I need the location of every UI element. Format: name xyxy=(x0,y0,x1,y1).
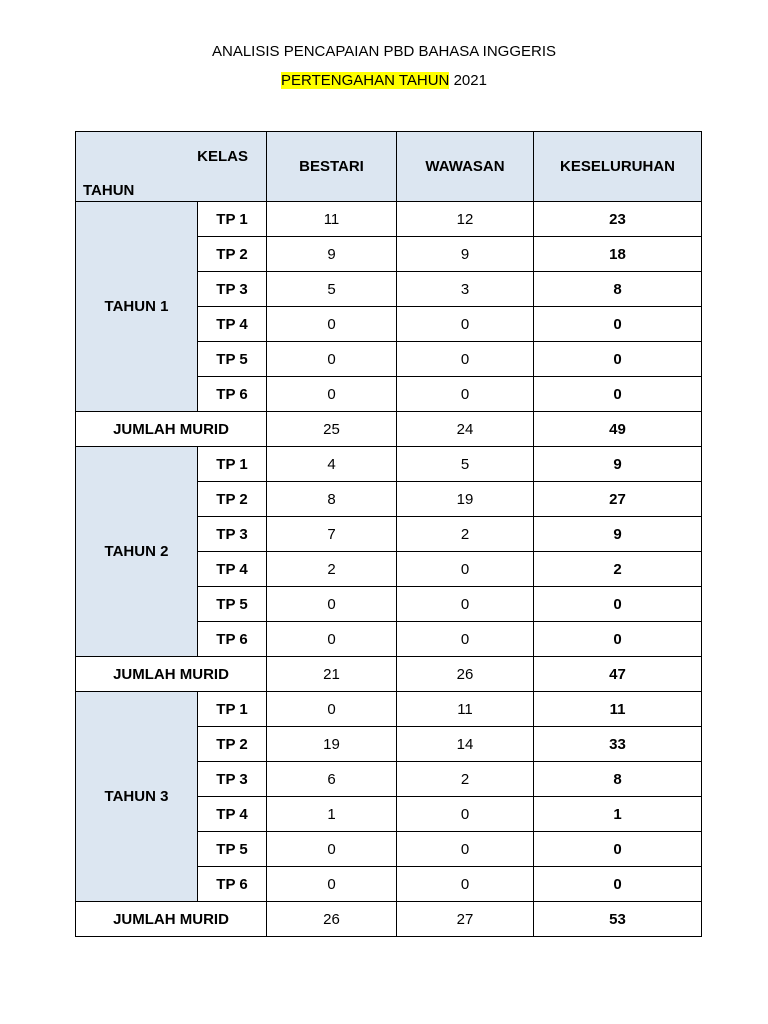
wawasan-total-cell: 26 xyxy=(397,657,534,692)
highlighted-subtitle-text: PERTENGAHAN TAHUN xyxy=(281,72,450,89)
tp-level-cell: TP 3 xyxy=(198,272,267,307)
total-row-label: JUMLAH MURID xyxy=(76,412,267,447)
year-group-label: TAHUN 1 xyxy=(76,202,198,412)
keseluruhan-value-cell: 18 xyxy=(534,237,702,272)
year-group-label: TAHUN 3 xyxy=(76,692,198,902)
document-title-text: ANALISIS PENCAPAIAN PBD BAHASA INGGERIS xyxy=(212,43,556,60)
bestari-value-cell: 11 xyxy=(267,202,397,237)
bestari-value-cell: 2 xyxy=(267,552,397,587)
keseluruhan-value-cell: 9 xyxy=(534,447,702,482)
table-row xyxy=(76,447,702,482)
keseluruhan-value-cell: 8 xyxy=(534,762,702,797)
bestari-value-cell: 0 xyxy=(267,867,397,902)
tp-level-cell: TP 3 xyxy=(198,762,267,797)
tp-level-cell: TP 5 xyxy=(198,587,267,622)
tp-level-cell: TP 4 xyxy=(198,307,267,342)
keseluruhan-value-cell: 2 xyxy=(534,552,702,587)
header-kelas-label: KELAS xyxy=(197,148,248,165)
tp-level-cell: TP 4 xyxy=(198,552,267,587)
tp-level-cell: TP 6 xyxy=(198,622,267,657)
wawasan-value-cell: 2 xyxy=(397,517,534,552)
keseluruhan-value-cell: 0 xyxy=(534,622,702,657)
tp-level-cell: TP 2 xyxy=(198,727,267,762)
keseluruhan-value-cell: 0 xyxy=(534,587,702,622)
keseluruhan-value-cell: 0 xyxy=(534,377,702,412)
bestari-value-cell: 0 xyxy=(267,832,397,867)
document-subtitle xyxy=(0,72,768,89)
total-row xyxy=(76,657,702,692)
tp-level-cell: TP 1 xyxy=(198,202,267,237)
bestari-value-cell: 9 xyxy=(267,237,397,272)
keseluruhan-value-cell: 1 xyxy=(534,797,702,832)
keseluruhan-value-cell: 9 xyxy=(534,517,702,552)
keseluruhan-value-cell: 27 xyxy=(534,482,702,517)
table-row xyxy=(76,692,702,727)
subtitle-year-text: 2021 xyxy=(449,72,487,89)
bestari-value-cell: 0 xyxy=(267,692,397,727)
header-wawasan: WAWASAN xyxy=(397,132,534,202)
keseluruhan-value-cell: 0 xyxy=(534,307,702,342)
wawasan-value-cell: 0 xyxy=(397,307,534,342)
keseluruhan-value-cell: 0 xyxy=(534,342,702,377)
wawasan-total-cell: 27 xyxy=(397,902,534,937)
total-row xyxy=(76,902,702,937)
keseluruhan-value-cell: 0 xyxy=(534,867,702,902)
table-row xyxy=(76,202,702,237)
bestari-value-cell: 8 xyxy=(267,482,397,517)
wawasan-value-cell: 0 xyxy=(397,867,534,902)
bestari-value-cell: 1 xyxy=(267,797,397,832)
bestari-value-cell: 7 xyxy=(267,517,397,552)
bestari-value-cell: 19 xyxy=(267,727,397,762)
tp-level-cell: TP 5 xyxy=(198,342,267,377)
wawasan-value-cell: 0 xyxy=(397,622,534,657)
tp-level-cell: TP 1 xyxy=(198,447,267,482)
wawasan-value-cell: 0 xyxy=(397,552,534,587)
keseluruhan-value-cell: 0 xyxy=(534,832,702,867)
bestari-value-cell: 0 xyxy=(267,587,397,622)
wawasan-value-cell: 0 xyxy=(397,832,534,867)
bestari-value-cell: 4 xyxy=(267,447,397,482)
pbd-achievement-table xyxy=(75,131,702,937)
bestari-value-cell: 5 xyxy=(267,272,397,307)
keseluruhan-value-cell: 8 xyxy=(534,272,702,307)
tp-level-cell: TP 3 xyxy=(198,517,267,552)
keseluruhan-total-cell: 53 xyxy=(534,902,702,937)
header-bestari: BESTARI xyxy=(267,132,397,202)
keseluruhan-total-cell: 49 xyxy=(534,412,702,447)
total-row-label: JUMLAH MURID xyxy=(76,657,267,692)
total-row-label: JUMLAH MURID xyxy=(76,902,267,937)
tp-level-cell: TP 4 xyxy=(198,797,267,832)
wawasan-value-cell: 0 xyxy=(397,342,534,377)
bestari-value-cell: 0 xyxy=(267,377,397,412)
header-tahun-label: TAHUN xyxy=(83,182,135,199)
table-header-row xyxy=(76,132,702,202)
wawasan-value-cell: 19 xyxy=(397,482,534,517)
wawasan-total-cell: 24 xyxy=(397,412,534,447)
bestari-value-cell: 0 xyxy=(267,622,397,657)
bestari-total-cell: 26 xyxy=(267,902,397,937)
bestari-value-cell: 0 xyxy=(267,307,397,342)
tp-level-cell: TP 2 xyxy=(198,482,267,517)
tp-level-cell: TP 1 xyxy=(198,692,267,727)
bestari-total-cell: 21 xyxy=(267,657,397,692)
wawasan-value-cell: 9 xyxy=(397,237,534,272)
document-title xyxy=(0,43,768,60)
wawasan-value-cell: 11 xyxy=(397,692,534,727)
wawasan-value-cell: 0 xyxy=(397,797,534,832)
tp-level-cell: TP 2 xyxy=(198,237,267,272)
keseluruhan-value-cell: 23 xyxy=(534,202,702,237)
wawasan-value-cell: 3 xyxy=(397,272,534,307)
year-group-label: TAHUN 2 xyxy=(76,447,198,657)
wawasan-value-cell: 5 xyxy=(397,447,534,482)
wawasan-value-cell: 2 xyxy=(397,762,534,797)
tp-level-cell: TP 6 xyxy=(198,867,267,902)
wawasan-value-cell: 0 xyxy=(397,377,534,412)
wawasan-value-cell: 14 xyxy=(397,727,534,762)
bestari-value-cell: 0 xyxy=(267,342,397,377)
keseluruhan-total-cell: 47 xyxy=(534,657,702,692)
tp-level-cell: TP 6 xyxy=(198,377,267,412)
header-keseluruhan: KESELURUHAN xyxy=(534,132,702,202)
tp-level-cell: TP 5 xyxy=(198,832,267,867)
header-corner-cell xyxy=(76,132,267,202)
bestari-total-cell: 25 xyxy=(267,412,397,447)
bestari-value-cell: 6 xyxy=(267,762,397,797)
keseluruhan-value-cell: 11 xyxy=(534,692,702,727)
wawasan-value-cell: 0 xyxy=(397,587,534,622)
total-row xyxy=(76,412,702,447)
wawasan-value-cell: 12 xyxy=(397,202,534,237)
keseluruhan-value-cell: 33 xyxy=(534,727,702,762)
